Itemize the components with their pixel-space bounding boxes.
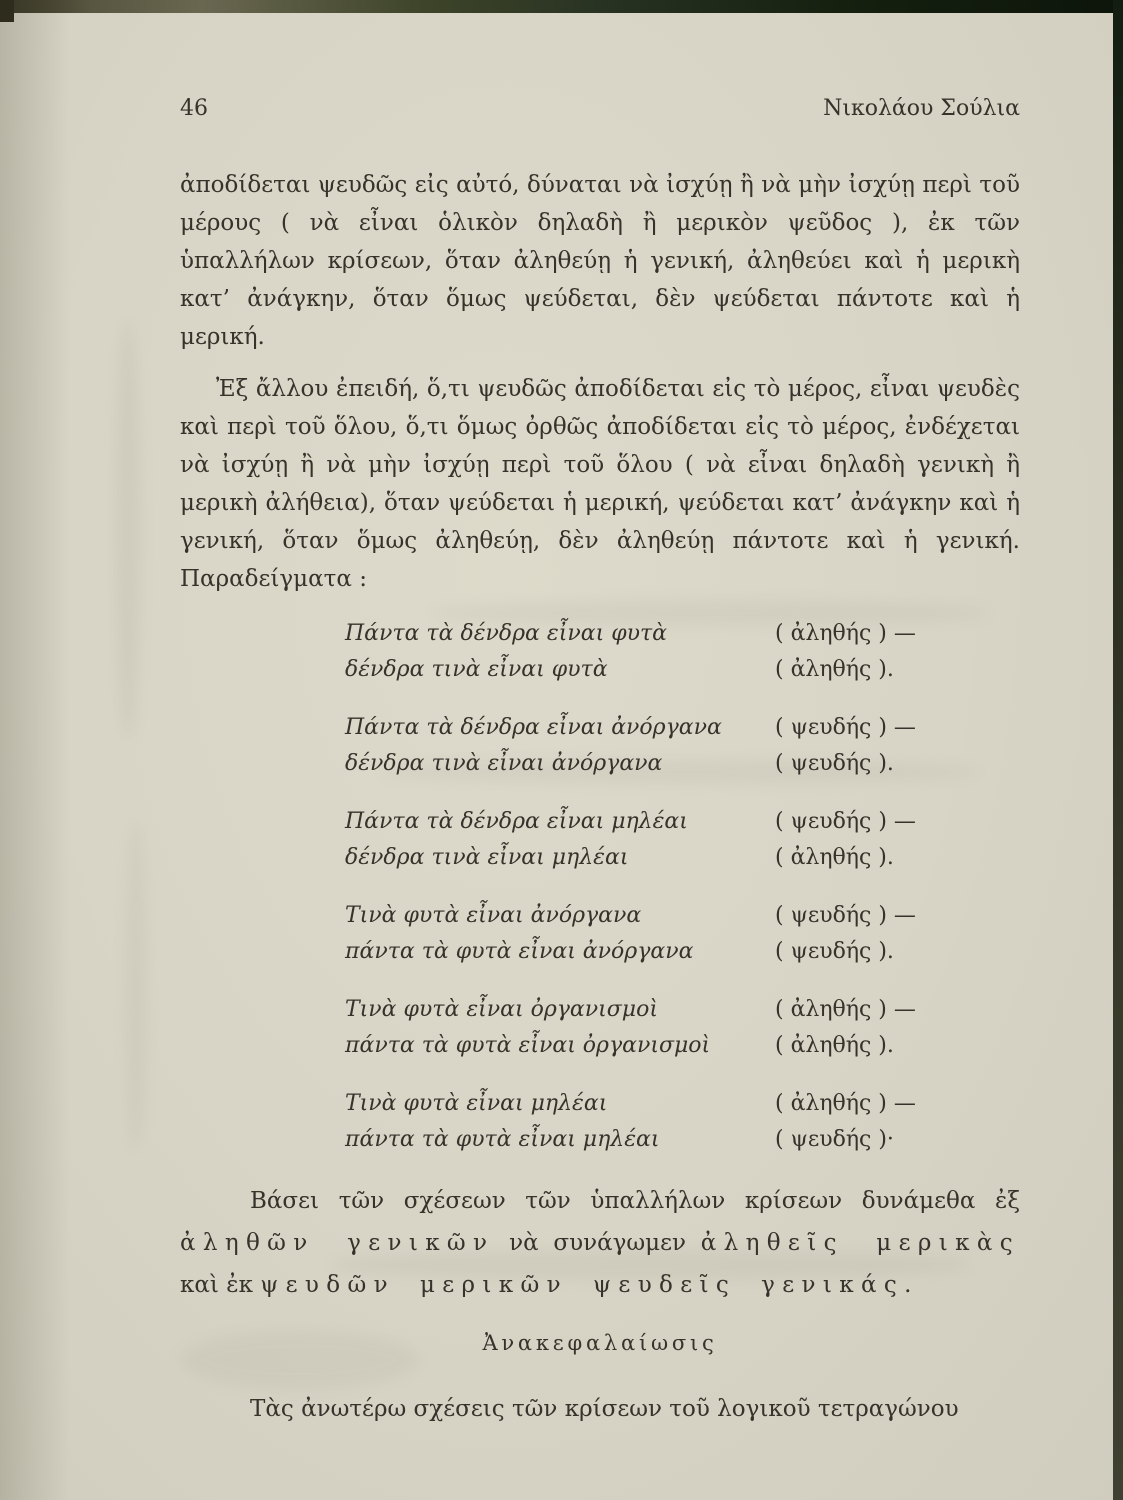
scan-edge-left-shadow [0,0,70,1500]
example-pair-6 [180,1086,1020,1158]
example-premise: Τινὰ φυτὰ εἶναι ἀνόργανα [345,903,642,928]
examples-list [180,616,1020,1158]
example-conclusion-value: ( ἀληθής ). [775,657,894,682]
example-conclusion: δένδρα τινὰ εἶναι μηλέαι [345,845,629,870]
section-heading: Ἀνακεφαλαίωσις [482,1331,718,1355]
scan-edge-right [1113,0,1123,1500]
example-row [180,1028,1020,1064]
example-pair-4 [180,898,1020,970]
text-block [180,0,1020,1428]
example-premise-value: ( ἀληθής ) — [775,997,916,1022]
example-conclusion-value: ( ἀληθής ). [775,1033,894,1058]
example-premise-value: ( ἀληθής ) — [775,621,916,646]
conclusion-paragraph [180,1180,1020,1306]
example-row [180,898,1020,934]
example-conclusion-value: ( ἀληθής ). [775,845,894,870]
example-premise-value: ( ψευδής ) — [775,715,916,740]
example-conclusion: πάντα τὰ φυτὰ εἶναι μηλέαι [345,1127,660,1152]
example-premise: Τινὰ φυτὰ εἶναι ὀργανισμοὶ [345,997,658,1022]
page-header [180,96,1020,122]
example-row [180,652,1020,688]
example-premise: Πάντα τὰ δένδρα εἶναι μηλέαι [345,809,688,834]
example-row [180,746,1020,782]
example-premise: Πάντα τὰ δένδρα εἶναι φυτὰ [345,621,667,646]
example-pair-2 [180,710,1020,782]
example-premise-value: ( ψευδής ) — [775,809,916,834]
example-conclusion: δένδρα τινὰ εἶναι φυτὰ [345,657,608,682]
scan-artifact [115,320,141,740]
final-paragraph: Τὰς ἀνωτέρω σχέσεις τῶν κρίσεων τοῦ λογικοῦ τετραγώνου [250,1396,959,1422]
paragraph-2: Ἐξ ἄλλου ἐπειδή, ὅ,τι ψευδῶς ἀποδίδεται εἰς τὸ μέρος, εἶναι ψευδὲς καὶ περὶ τοῦ ὅλου, ὅ,τι ὅμως ὀρθῶς ἀποδίδεται εἰς τὸ μέρος, ἐνδέχεται νὰ ἰσχύῃ ἢ νὰ μὴν ἰσχύῃ περὶ τοῦ ὅλου ( νὰ εἶναι δηλαδὴ γενικὴ ἢ μερικὴ ἀλήθεια), ὅταν ψεύδεται ἡ μερική, ψεύδεται κατ’ ἀνάγκην καὶ ἡ γενική, ὅταν ὅμως ἀληθεύῃ, δὲν ἀληθεύῃ πάντοτε καὶ ἡ γενική. Παραδείγματα : [180,376,1020,592]
example-row [180,1086,1020,1122]
example-premise: Πάντα τὰ δένδρα εἶναι ἀνόργανα [345,715,722,740]
example-premise-value: ( ψευδής ) — [775,903,916,928]
conclusion-spaced-text: ψευδῶν μερικῶν ψευδεῖς γενικάς. [260,1272,919,1298]
example-row [180,616,1020,652]
conclusion-text: Βάσει τῶν σχέσεων τῶν ὑπαλλήλων κρίσεων δυνάμεθα ἐξ [250,1188,1020,1214]
example-pair-3 [180,804,1020,876]
paragraph-1: ἀποδίδεται ψευδῶς εἰς αὐτό, δύναται νὰ ἰσχύῃ ἢ νὰ μὴν ἰσχύῃ περὶ τοῦ μέρους ( νὰ εἶναι ὁλικὸν δηλαδὴ ἢ μερικὸν ψεῦδος ), ἐκ τῶν ὑπαλλήλων κρίσεων, ὅταν ἀληθεύῃ ἡ γενική, ἀληθεύει καὶ ἡ μερικὴ κατ’ ἀνάγκην, ὅταν ὅμως ψεύδεται, δὲν ψεύδεται πάντοτε καὶ ἡ μερική. [180,172,1020,350]
example-conclusion: πάντα τὰ φυτὰ εἶναι ἀνόργανα [345,939,694,964]
conclusion-spaced-text: ἀληθεῖς μερικὰς [700,1230,1020,1256]
example-conclusion: πάντα τὰ φυτὰ εἶναι ὀργανισμοὶ [345,1033,711,1058]
example-row [180,934,1020,970]
conclusion-spaced-text: ἀληθῶν γενικῶν [180,1230,495,1256]
example-row [180,710,1020,746]
scan-corner-mark [0,0,14,22]
example-row [180,1122,1020,1158]
example-pair-5 [180,992,1020,1064]
scan-artifact [125,820,147,1150]
running-title: Νικολάου Σούλια [823,96,1020,121]
example-conclusion-value: ( ψευδής ). [775,751,894,776]
example-row [180,840,1020,876]
conclusion-text: νὰ συνάγωμεν [494,1230,701,1256]
example-conclusion-value: ( ψευδής ). [775,939,894,964]
example-premise-value: ( ἀληθής ) — [775,1091,916,1116]
example-pair-1 [180,616,1020,688]
example-conclusion-value: ( ψευδής )· [775,1127,894,1152]
example-conclusion: δένδρα τινὰ εἶναι ἀνόργανα [345,751,663,776]
example-premise: Τινὰ φυτὰ εἶναι μηλέαι [345,1091,608,1116]
example-row [180,992,1020,1028]
page-number: 46 [180,96,208,121]
example-row [180,804,1020,840]
conclusion-text: καὶ ἐκ [180,1272,261,1298]
